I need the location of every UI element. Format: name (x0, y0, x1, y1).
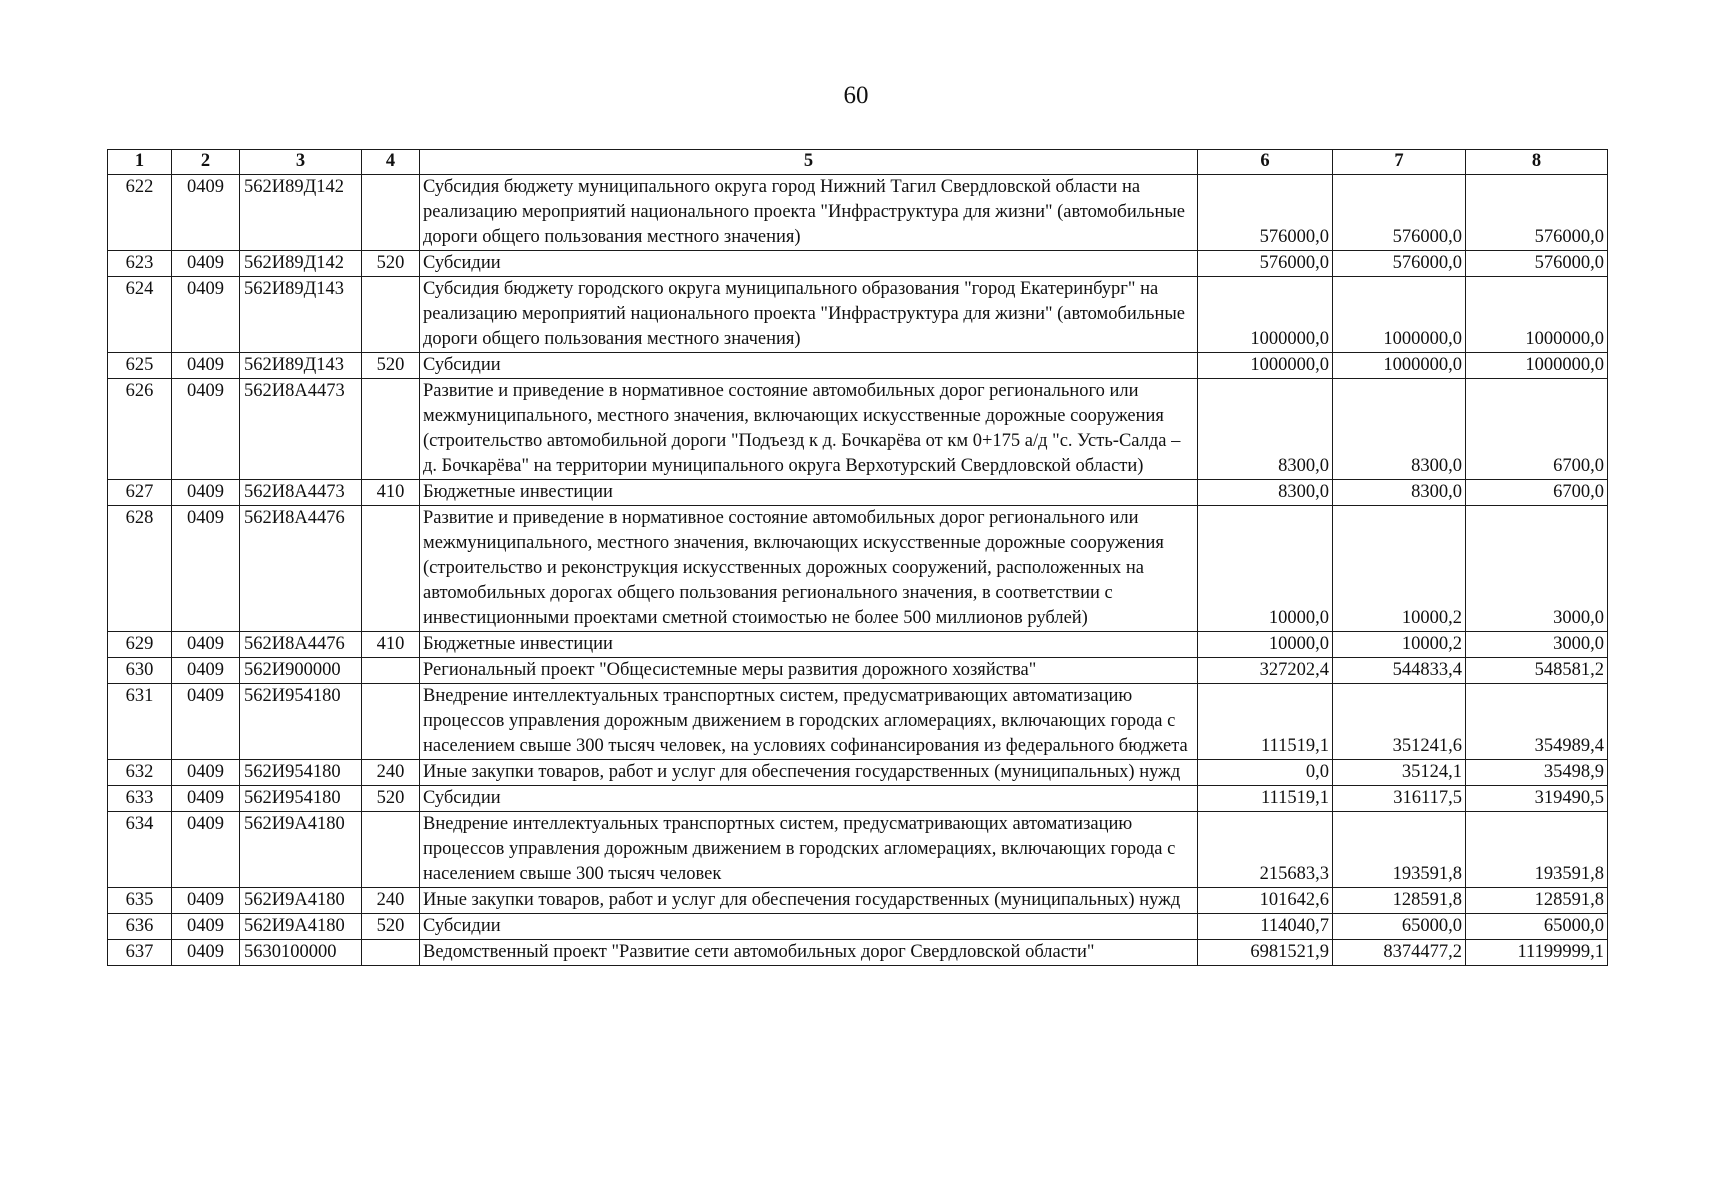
amount-col-6: 10000,0 (1198, 506, 1333, 632)
target-article-code: 562И954180 (240, 684, 362, 760)
expense-type-code (362, 506, 420, 632)
amount-col-8: 548581,2 (1466, 658, 1608, 684)
amount-col-7: 65000,0 (1333, 914, 1466, 940)
row-number: 625 (108, 353, 172, 379)
target-article-code: 562И89Д143 (240, 277, 362, 353)
amount-col-7: 316117,5 (1333, 786, 1466, 812)
expense-type-code: 410 (362, 632, 420, 658)
amount-col-7: 576000,0 (1333, 251, 1466, 277)
amount-col-7: 576000,0 (1333, 175, 1466, 251)
expense-type-code: 520 (362, 786, 420, 812)
amount-col-7: 544833,4 (1333, 658, 1466, 684)
section-code: 0409 (172, 684, 240, 760)
table-row (108, 812, 1608, 888)
row-description: Развитие и приведение в нормативное состояние автомобильных дорог регионального или межмуниципального, местного значения, включающих искусственные дорожные сооружения (строительство автомобильной дороги "Подъезд к д. Бочкарёва от км 0+175 а/д "с. Усть-Салда – д. Бочкарёва" на территории муниципального округа Верхотурский Свердловской области) (420, 379, 1198, 480)
target-article-code: 562И954180 (240, 786, 362, 812)
section-code: 0409 (172, 480, 240, 506)
row-number: 636 (108, 914, 172, 940)
amount-col-7: 351241,6 (1333, 684, 1466, 760)
amount-col-6: 576000,0 (1198, 251, 1333, 277)
row-description: Ведомственный проект "Развитие сети автомобильных дорог Свердловской области" (420, 940, 1198, 966)
expense-type-code: 520 (362, 914, 420, 940)
row-number: 635 (108, 888, 172, 914)
amount-col-8: 128591,8 (1466, 888, 1608, 914)
target-article-code: 562И8А4476 (240, 632, 362, 658)
row-description: Внедрение интеллектуальных транспортных систем, предусматривающих автоматизацию процессов управления дорожным движением в городских агломерациях, включающих города с населением свыше 300 тысяч человек (420, 812, 1198, 888)
row-description: Развитие и приведение в нормативное состояние автомобильных дорог регионального или межмуниципального, местного значения, включающих искусственные дорожные сооружения (строительство и реконструкция искусственных дорожных сооружений, расположенных на автомобильных дорогах общего пользования регионального значения, в соответствии с инвестиционными проектами сметной стоимостью не более 500 миллионов рублей) (420, 506, 1198, 632)
amount-col-6: 327202,4 (1198, 658, 1333, 684)
row-description: Региональный проект "Общесистемные меры развития дорожного хозяйства" (420, 658, 1198, 684)
section-code: 0409 (172, 658, 240, 684)
section-code: 0409 (172, 914, 240, 940)
table-row (108, 251, 1608, 277)
target-article-code: 562И8А4476 (240, 506, 362, 632)
amount-col-8: 1000000,0 (1466, 353, 1608, 379)
target-article-code: 562И89Д143 (240, 353, 362, 379)
row-number: 627 (108, 480, 172, 506)
row-number: 629 (108, 632, 172, 658)
section-code: 0409 (172, 632, 240, 658)
target-article-code: 562И89Д142 (240, 251, 362, 277)
table-row (108, 888, 1608, 914)
expense-type-code (362, 812, 420, 888)
amount-col-7: 8374477,2 (1333, 940, 1466, 966)
expense-type-code: 240 (362, 760, 420, 786)
row-number: 637 (108, 940, 172, 966)
column-header: 5 (420, 150, 1198, 175)
amount-col-6: 10000,0 (1198, 632, 1333, 658)
amount-col-8: 3000,0 (1466, 632, 1608, 658)
row-number: 622 (108, 175, 172, 251)
target-article-code: 562И8А4473 (240, 480, 362, 506)
amount-col-7: 1000000,0 (1333, 353, 1466, 379)
expense-type-code: 410 (362, 480, 420, 506)
row-description: Субсидии (420, 786, 1198, 812)
amount-col-7: 8300,0 (1333, 480, 1466, 506)
column-header: 6 (1198, 150, 1333, 175)
amount-col-8: 576000,0 (1466, 175, 1608, 251)
page-number: 60 (843, 82, 869, 109)
amount-col-7: 10000,2 (1333, 632, 1466, 658)
row-description: Бюджетные инвестиции (420, 480, 1198, 506)
target-article-code: 562И9А4180 (240, 888, 362, 914)
table-header-row (108, 150, 1608, 175)
row-number: 628 (108, 506, 172, 632)
expense-type-code: 240 (362, 888, 420, 914)
table-row (108, 506, 1608, 632)
amount-col-7: 10000,2 (1333, 506, 1466, 632)
amount-col-8: 11199999,1 (1466, 940, 1608, 966)
amount-col-6: 215683,3 (1198, 812, 1333, 888)
amount-col-8: 1000000,0 (1466, 277, 1608, 353)
amount-col-6: 111519,1 (1198, 786, 1333, 812)
expense-type-code (362, 684, 420, 760)
table-row (108, 379, 1608, 480)
column-header: 7 (1333, 150, 1466, 175)
section-code: 0409 (172, 353, 240, 379)
expense-type-code: 520 (362, 251, 420, 277)
amount-col-6: 114040,7 (1198, 914, 1333, 940)
row-description: Субсидии (420, 914, 1198, 940)
table-row (108, 684, 1608, 760)
section-code: 0409 (172, 760, 240, 786)
table-row (108, 277, 1608, 353)
column-header: 8 (1466, 150, 1608, 175)
section-code: 0409 (172, 506, 240, 632)
target-article-code: 562И9А4180 (240, 812, 362, 888)
row-number: 626 (108, 379, 172, 480)
row-number: 624 (108, 277, 172, 353)
table-row (108, 353, 1608, 379)
row-description: Иные закупки товаров, работ и услуг для обеспечения государственных (муниципальных) нужд (420, 760, 1198, 786)
target-article-code: 5630100000 (240, 940, 362, 966)
amount-col-6: 101642,6 (1198, 888, 1333, 914)
amount-col-8: 576000,0 (1466, 251, 1608, 277)
amount-col-7: 35124,1 (1333, 760, 1466, 786)
row-description: Субсидии (420, 353, 1198, 379)
row-description: Внедрение интеллектуальных транспортных систем, предусматривающих автоматизацию процессов управления дорожным движением в городских агломерациях, включающих города с населением свыше 300 тысяч человек, на условиях софинансирования из федерального бюджета (420, 684, 1198, 760)
amount-col-6: 111519,1 (1198, 684, 1333, 760)
expense-type-code: 520 (362, 353, 420, 379)
target-article-code: 562И89Д142 (240, 175, 362, 251)
section-code: 0409 (172, 786, 240, 812)
column-header: 2 (172, 150, 240, 175)
section-code: 0409 (172, 888, 240, 914)
amount-col-8: 354989,4 (1466, 684, 1608, 760)
row-description: Субсидия бюджету городского округа муниципального образования "город Екатеринбург" на реализацию мероприятий национального проекта "Инфраструктура для жизни" (автомобильные дороги общего пользования местного значения) (420, 277, 1198, 353)
amount-col-8: 319490,5 (1466, 786, 1608, 812)
section-code: 0409 (172, 277, 240, 353)
amount-col-6: 8300,0 (1198, 480, 1333, 506)
table-row (108, 940, 1608, 966)
row-description: Иные закупки товаров, работ и услуг для обеспечения государственных (муниципальных) нужд (420, 888, 1198, 914)
amount-col-8: 35498,9 (1466, 760, 1608, 786)
table-row (108, 175, 1608, 251)
target-article-code: 562И900000 (240, 658, 362, 684)
amount-col-6: 576000,0 (1198, 175, 1333, 251)
amount-col-7: 8300,0 (1333, 379, 1466, 480)
section-code: 0409 (172, 812, 240, 888)
row-description: Бюджетные инвестиции (420, 632, 1198, 658)
column-header: 1 (108, 150, 172, 175)
section-code: 0409 (172, 940, 240, 966)
column-header: 3 (240, 150, 362, 175)
amount-col-6: 6981521,9 (1198, 940, 1333, 966)
expense-type-code (362, 175, 420, 251)
expense-type-code (362, 379, 420, 480)
table-row (108, 632, 1608, 658)
amount-col-6: 0,0 (1198, 760, 1333, 786)
amount-col-8: 65000,0 (1466, 914, 1608, 940)
amount-col-6: 8300,0 (1198, 379, 1333, 480)
table-row (108, 658, 1608, 684)
amount-col-8: 6700,0 (1466, 480, 1608, 506)
column-header: 4 (362, 150, 420, 175)
row-number: 633 (108, 786, 172, 812)
row-number: 634 (108, 812, 172, 888)
table-row (108, 480, 1608, 506)
table-row (108, 760, 1608, 786)
row-number: 623 (108, 251, 172, 277)
section-code: 0409 (172, 175, 240, 251)
amount-col-7: 128591,8 (1333, 888, 1466, 914)
amount-col-8: 6700,0 (1466, 379, 1608, 480)
expense-type-code (362, 940, 420, 966)
section-code: 0409 (172, 251, 240, 277)
amount-col-6: 1000000,0 (1198, 353, 1333, 379)
row-number: 631 (108, 684, 172, 760)
row-description: Субсидия бюджету муниципального округа город Нижний Тагил Свердловской области на реализацию мероприятий национального проекта "Инфраструктура для жизни" (автомобильные дороги общего пользования местного значения) (420, 175, 1198, 251)
row-number: 630 (108, 658, 172, 684)
amount-col-8: 193591,8 (1466, 812, 1608, 888)
row-description: Субсидии (420, 251, 1198, 277)
target-article-code: 562И8А4473 (240, 379, 362, 480)
row-number: 632 (108, 760, 172, 786)
expense-type-code (362, 277, 420, 353)
expense-type-code (362, 658, 420, 684)
target-article-code: 562И9А4180 (240, 914, 362, 940)
amount-col-7: 1000000,0 (1333, 277, 1466, 353)
budget-table (107, 149, 1608, 966)
amount-col-7: 193591,8 (1333, 812, 1466, 888)
table-row (108, 786, 1608, 812)
target-article-code: 562И954180 (240, 760, 362, 786)
amount-col-6: 1000000,0 (1198, 277, 1333, 353)
amount-col-8: 3000,0 (1466, 506, 1608, 632)
table-row (108, 914, 1608, 940)
section-code: 0409 (172, 379, 240, 480)
